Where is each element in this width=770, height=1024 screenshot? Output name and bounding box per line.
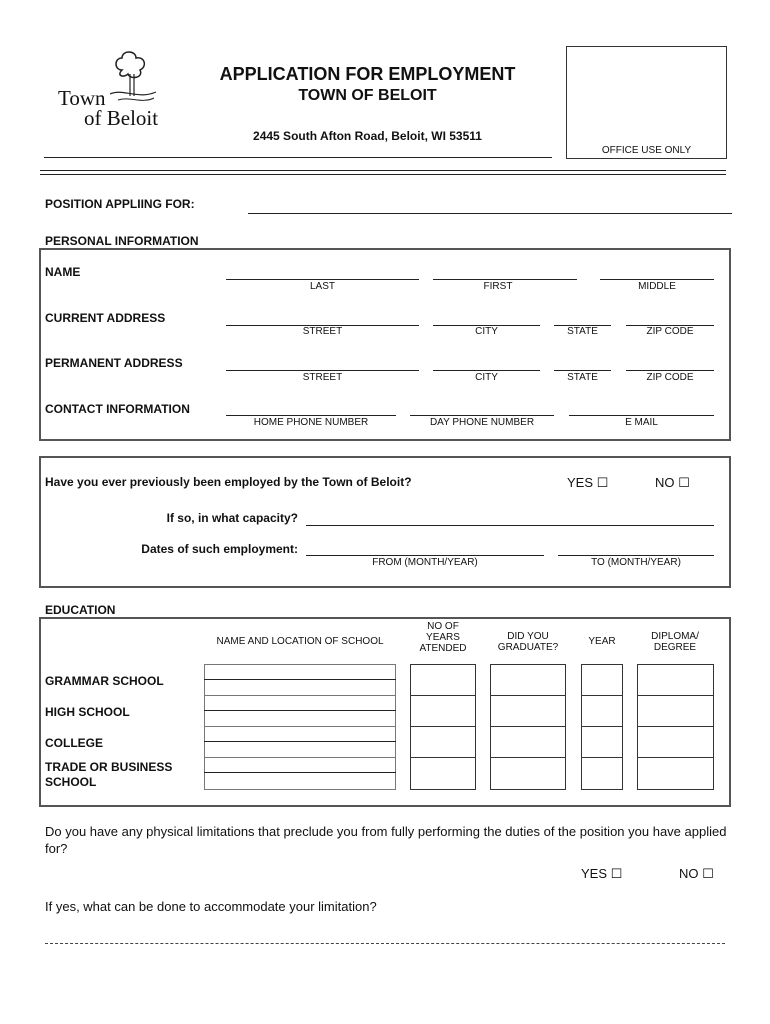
permanent-state-input[interactable] [554, 370, 611, 371]
diploma-cell[interactable] [637, 757, 714, 790]
capacity-input[interactable] [306, 525, 714, 526]
prior-no-checkbox[interactable]: NO ☐ [655, 475, 690, 490]
school-name-input[interactable] [204, 772, 396, 773]
last-caption: LAST [309, 281, 335, 292]
personal-heading: PERSONAL INFORMATION [45, 234, 199, 248]
limitations-yes-checkbox[interactable]: YES ☐ [581, 866, 623, 881]
email-caption: E MAIL [625, 417, 658, 428]
form-title: APPLICATION FOR EMPLOYMENT [219, 64, 516, 84]
office-use-label: OFFICE USE ONLY [601, 145, 692, 156]
name-label: NAME [45, 265, 81, 279]
year-cell[interactable] [581, 726, 623, 758]
years-col-header: NO OF YEARS ATENDED [419, 621, 467, 654]
last-name-input[interactable] [226, 279, 419, 280]
permanent-address-label: PERMANENT ADDRESS [45, 356, 183, 370]
years-cell[interactable] [410, 757, 476, 790]
diploma-cell[interactable] [637, 664, 714, 696]
first-name-input[interactable] [433, 279, 577, 280]
trade-school-label-2: SCHOOL [45, 775, 97, 789]
diploma-col-header: DIPLOMA/ DEGREE [651, 631, 699, 653]
college-label: COLLEGE [45, 736, 104, 750]
header-rule [44, 157, 552, 158]
permanent-city-input[interactable] [433, 370, 540, 371]
year-col-header: YEAR [588, 636, 616, 647]
school-name-input[interactable] [204, 695, 396, 696]
from-caption: FROM (MONTH/YEAR) [372, 557, 478, 568]
street-caption: STREET [302, 326, 343, 337]
state-caption: STATE [567, 326, 598, 337]
diploma-cell[interactable] [637, 726, 714, 758]
education-heading: EDUCATION [45, 603, 116, 617]
middle-caption: MIDDLE [638, 281, 676, 292]
graduate-cell[interactable] [490, 695, 566, 727]
position-label: POSITION APPLIING FOR: [45, 197, 195, 211]
city-caption: CITY [475, 326, 498, 337]
permanent-zip-input[interactable] [626, 370, 714, 371]
graduate-cell[interactable] [490, 757, 566, 790]
high-school-label: HIGH SCHOOL [45, 705, 130, 719]
permanent-street-input[interactable] [226, 370, 419, 371]
graduate-cell[interactable] [490, 664, 566, 696]
state-caption: STATE [567, 372, 598, 383]
first-caption: FIRST [483, 281, 513, 292]
from-date-input[interactable] [306, 555, 544, 556]
current-address-label: CURRENT ADDRESS [45, 311, 166, 325]
year-cell[interactable] [581, 664, 623, 696]
to-caption: TO (MONTH/YEAR) [591, 557, 681, 568]
prior-employment-question: Have you ever previously been employed by the Town of Beloit? [45, 475, 412, 489]
office-address: 2445 South Afton Road, Beloit, WI 53511 [253, 129, 482, 143]
school-name-input[interactable] [204, 741, 396, 742]
dates-label: Dates of such employment: [141, 542, 298, 556]
trade-school-label: TRADE OR BUSINESS [45, 760, 173, 774]
diploma-cell[interactable] [637, 695, 714, 727]
years-cell[interactable] [410, 664, 476, 696]
zip-caption: ZIP CODE [646, 326, 694, 337]
graduate-cell[interactable] [490, 726, 566, 758]
position-input[interactable] [248, 213, 732, 214]
logo-text: Town of Beloit [58, 86, 159, 130]
day-phone-input[interactable] [410, 415, 554, 416]
accommodate-label: If yes, what can be done to accommodate your limitation? [45, 899, 377, 914]
school-name-input[interactable] [204, 710, 396, 711]
zip-caption: ZIP CODE [646, 372, 694, 383]
grammar-school-label: GRAMMAR SCHOOL [45, 674, 164, 688]
prior-yes-checkbox[interactable]: YES ☐ [567, 475, 609, 490]
school-col-header: NAME AND LOCATION OF SCHOOL [216, 636, 384, 647]
home-phone-caption: HOME PHONE NUMBER [253, 417, 369, 428]
school-name-input[interactable] [204, 757, 396, 758]
middle-name-input[interactable] [600, 279, 714, 280]
to-date-input[interactable] [558, 555, 714, 556]
year-cell[interactable] [581, 695, 623, 727]
school-name-input[interactable] [204, 679, 396, 680]
office-use-box [566, 46, 727, 159]
street-caption: STREET [302, 372, 343, 383]
capacity-label: If so, in what capacity? [166, 511, 298, 525]
home-phone-input[interactable] [226, 415, 396, 416]
years-cell[interactable] [410, 726, 476, 758]
contact-label: CONTACT INFORMATION [45, 402, 190, 416]
header-double-rule [40, 170, 726, 175]
school-name-input[interactable] [204, 726, 396, 727]
accommodate-input[interactable] [45, 943, 725, 944]
limitations-no-checkbox[interactable]: NO ☐ [679, 866, 714, 881]
limitations-question: Do you have any physical limitations that preclude you from fully performing the duties of the position you have applied for? [45, 824, 727, 856]
day-phone-caption: DAY PHONE NUMBER [429, 417, 535, 428]
email-input[interactable] [569, 415, 714, 416]
year-cell[interactable] [581, 757, 623, 790]
years-cell[interactable] [410, 695, 476, 727]
city-caption: CITY [475, 372, 498, 383]
graduate-col-header: DID YOU GRADUATE? [497, 631, 559, 653]
form-subtitle: TOWN OF BELOIT [298, 87, 437, 104]
